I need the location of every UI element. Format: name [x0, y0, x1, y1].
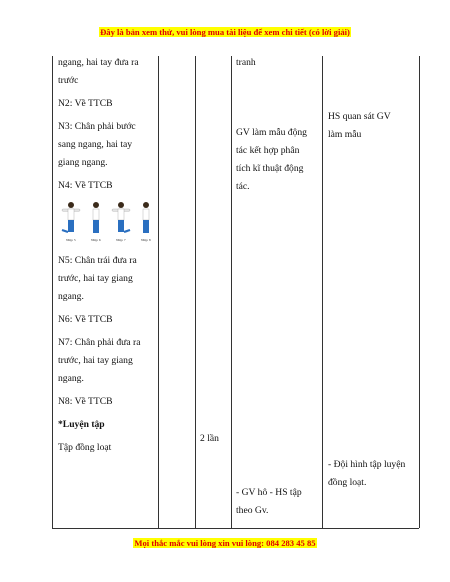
preview-banner: [0, 27, 450, 37]
text-line: GV làm mẫu động: [236, 127, 307, 138]
teacher-demo-text: [236, 124, 320, 196]
student-formation-text: [328, 456, 418, 492]
table-bottom-border: [52, 528, 419, 529]
step-n5-line2: trước, hai tay giang: [58, 273, 133, 284]
figure-3: [112, 202, 130, 232]
step-n3-line1: N3: Chân phải bước: [58, 121, 136, 132]
practice-item: Tập đồng loạt: [58, 442, 112, 453]
text-line: đồng loạt.: [328, 477, 367, 488]
student-observe-text: [328, 108, 416, 144]
step-n5-line3: ngang.: [58, 291, 84, 302]
step-n7-line2: trước, hai tay giang: [58, 355, 133, 366]
step-n2: N2: Về TTCB: [58, 98, 113, 109]
text-line: tác.: [236, 181, 250, 192]
table-divider: [195, 56, 196, 528]
step-n5-line1: N5: Chân trái đưa ra: [58, 255, 137, 266]
figure-1: [62, 202, 80, 232]
text-line: ngang, hai tay đưa ra: [58, 57, 139, 68]
text-line: - GV hô - HS tập: [236, 487, 302, 498]
step-n3-line3: giang ngang.: [58, 157, 108, 168]
table-divider: [322, 56, 323, 528]
table-border-left: [52, 56, 53, 528]
text-line: - Đội hình tập luyện: [328, 459, 406, 470]
table-border-right: [419, 56, 420, 528]
figure-caption: Nhịp 6: [91, 238, 101, 242]
repetition-count: 2 lần: [200, 433, 219, 444]
text-line: theo Gv.: [236, 505, 269, 516]
table-divider: [231, 56, 232, 528]
figures-svg: [58, 200, 158, 240]
exercise-description-continued: [58, 252, 158, 457]
step-n3-line2: sang ngang, hai tay: [58, 139, 133, 150]
text-line: tích kĩ thuật động: [236, 163, 304, 174]
teacher-note-tranh: tranh: [236, 57, 256, 68]
figure-2: [93, 202, 99, 233]
figure-caption: Nhịp 5: [66, 238, 76, 242]
contact-banner-text: Mọi thắc mắc vui lòng xin vui lòng: 084 283 45 85: [134, 538, 316, 548]
exercise-description: [58, 54, 158, 195]
figure-caption: Nhịp 8: [141, 238, 151, 242]
step-n6: N6: Về TTCB: [58, 314, 113, 325]
text-line: tác kết hợp phân: [236, 145, 300, 156]
teacher-command-text: [236, 484, 320, 520]
step-n8: N8: Về TTCB: [58, 396, 113, 407]
practice-title: *Luyện tập: [58, 419, 105, 430]
step-n7-line1: N7: Chân phải đưa ra: [58, 337, 141, 348]
figure-caption: Nhịp 7: [116, 238, 126, 242]
figure-4: [143, 202, 149, 233]
text-line: HS quan sát GV: [328, 111, 391, 122]
step-n7-line3: ngang.: [58, 373, 84, 384]
table-divider: [158, 56, 159, 528]
text-line: trước: [58, 75, 79, 86]
preview-banner-text: Đây là bản xem thử, vui lòng mua tài liệu để xem chi tiết (có lời giải): [100, 27, 350, 37]
contact-banner: [0, 538, 450, 548]
exercise-illustration: [58, 200, 158, 244]
step-n4: N4: Về TTCB: [58, 180, 113, 191]
text-line: làm mẫu: [328, 129, 362, 140]
